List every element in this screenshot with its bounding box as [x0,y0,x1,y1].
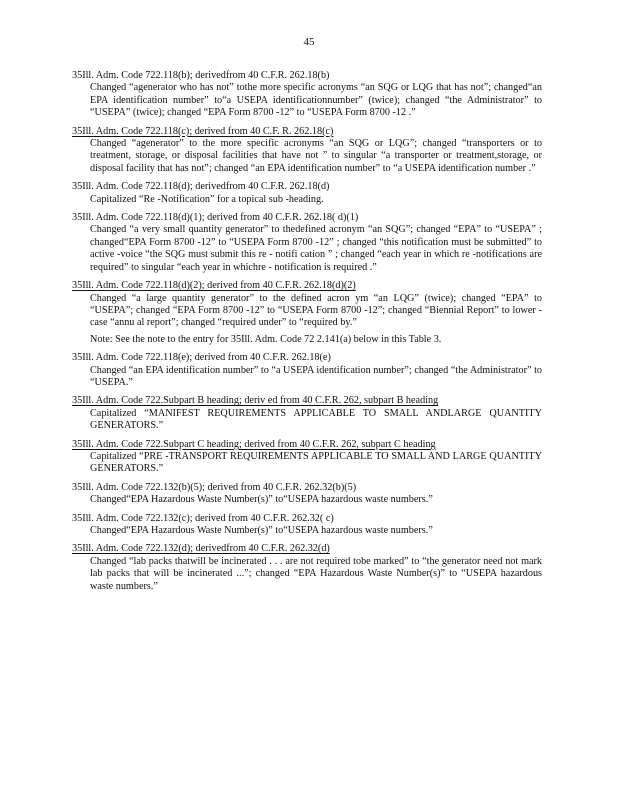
entry-heading: 35Ill. Adm. Code 722.118(d)(1); derived from 40 C.F.R. 262.18( d)(1) [72,212,359,224]
entry-description: Changed “agenerator” to the more specific acronyms “an SQG or LQG”; changed “transporters or to treatment, storage, or disposal facilities that have not ” to singular “a transporter or treatment,storage, or disposal facility that has not”; changed “an EPA identification number” to “a USEPA identification number .” [90,138,542,174]
table-entry [72,70,542,120]
entry-heading: 35Ill. Adm. Code 722.Subpart C heading; derived from 40 C.F.R. 262, subpart C heading [72,438,436,450]
entry-description: Changed “a large quantity generator” to the defined acron ym “an LQG” (twice); changed “EPA” to “USEPA”; changed “EPA Form 8700 -12” to “USEPA Form 8700 -12”; changed “Biennial Report” to lower -case “annu al report”; changed “required under” to “required by.” [90,292,542,329]
table-entry [72,352,542,389]
entry-description: Changed“EPA Hazardous Waste Number(s)” to“USEPA hazardous waste numbers.” [90,525,433,536]
table-entry [72,513,542,538]
entry-heading: 35Ill. Adm. Code 722.118(d)(2); derived from 40 C.F.R. 262.18(d)(2) [72,280,356,292]
entry-description: Changed“EPA Hazardous Waste Number(s)” to“USEPA hazardous waste numbers.” [90,494,433,506]
entry-heading: 35Ill. Adm. Code 722.132(c); derived from 40 C.F.R. 262.32( c) [72,512,334,524]
entry-description: Changed “agenerator who has not” tothe more specific acronyms “an SQG or LQG that has not”; changed“an EPA identification number” to“a USEPA identificationnumber” (twice); changed “the Administrator” to “USEPA” (twice); changed “EPA Form 8700 -12” to “USEPA Form 8700 -12 .” [90,82,542,119]
table-entry [72,280,542,346]
entry-description: Changed “lab packs thatwill be incinerated . . . are not required tobe marked” to “the generator need not mark lab packs that will be incinerated ...”; changed “EPA Hazardous Waste Number(s)” to “USEPA hazardous waste numbers.” [90,555,542,592]
entry-heading: 35Ill. Adm. Code 722.Subpart B heading; deriv ed from 40 C.F.R. 262, subpart B heading [72,395,439,407]
entry-heading: 35Ill. Adm. Code 722.118(c); derived from 40 C.F. R. 262.18(c) [72,125,334,137]
table-entry [72,439,542,476]
entry-note: Note: See the note to the entry for 35Ill. Adm. Code 72 2.141(a) below in this Table 3. [90,333,442,345]
entry-description: Capitalized “Re -Notification” for a topical sub -heading. [90,193,324,205]
table-entry [72,181,542,206]
table-entry [72,482,542,507]
entry-description: Capitalized “PRE -TRANSPORT REQUIREMENTS APPLICABLE TO SMALL AND LARGE QUANTITY GENERATORS.” [90,450,542,475]
table-entry [72,212,542,274]
entry-heading: 35Ill. Adm. Code 722.118(b); derivedfrom 40 C.F.R. 262.18(b) [72,70,330,81]
table-entry [72,395,542,432]
entry-description: Changed “a very small quantity generator” to thedefined acronym “an SQG”; changed “EPA” to “USEPA” ; changed“EPA Form 8700 -12” to “USEPA Form 8700 -12” ; changed “this notification must be submitted” to active -voice “the SQG must submit this re - notifi cation ” ; changed “each year in which re -notifications are required” to singular “each year in whichre - notification is required .” [90,224,542,273]
page-number: 45 [303,36,315,48]
table-entry [72,543,542,593]
entry-heading: 35Ill. Adm. Code 722.132(d); derivedfrom 40 C.F.R. 262.32(d) [72,543,330,555]
document-body [72,70,542,599]
table-entry [72,126,542,176]
entry-description: Capitalized “MANIFEST REQUIREMENTS APPLICABLE TO SMALL ANDLARGE QUANTITY GENERATORS.” [90,407,542,432]
entry-heading: 35Ill. Adm. Code 722.118(e); derived from 40 C.F.R. 262.18(e) [72,352,331,364]
entry-description: Changed “an EPA identification number” to “a USEPA identification number”; changed “the Administrator” to “USEPA.” [90,364,542,388]
entry-heading: 35Ill. Adm. Code 722.132(b)(5); derived from 40 C.F.R. 262.32(b)(5) [72,481,357,493]
entry-heading: 35Ill. Adm. Code 722.118(d); derivedfrom 40 C.F.R. 262.18(d) [72,181,330,193]
